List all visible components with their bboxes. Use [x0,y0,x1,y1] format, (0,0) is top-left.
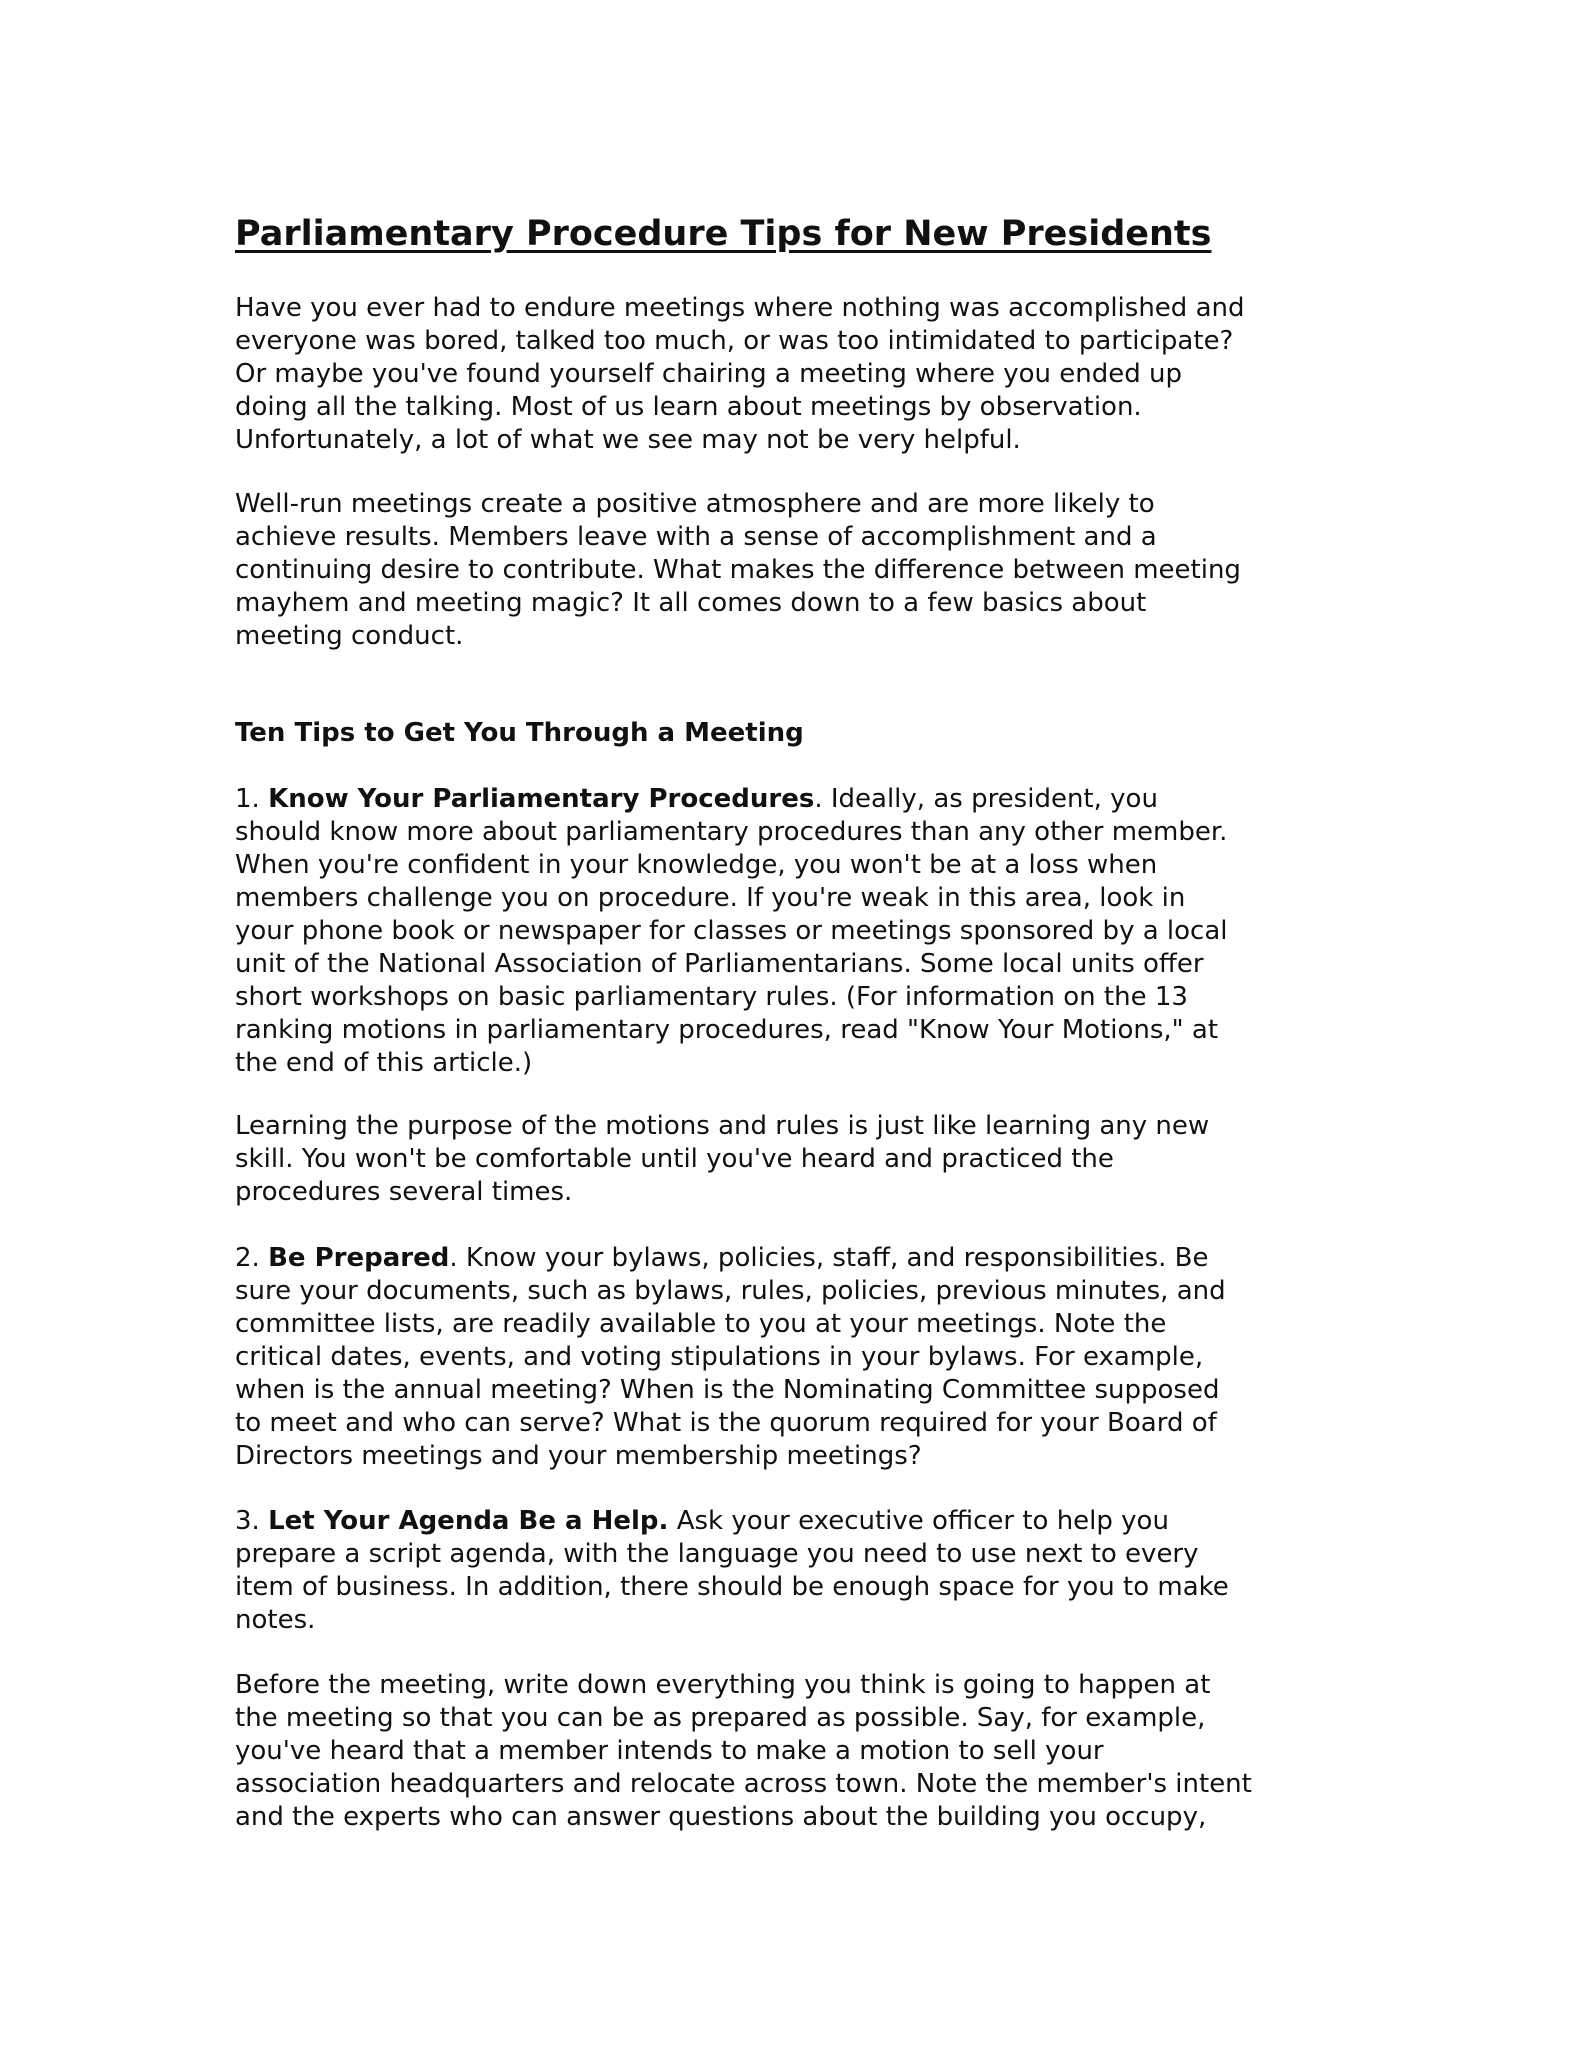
page-title: Parliamentary Procedure Tips for New Presidents [235,214,1212,254]
tip-title: Be Prepared [268,1243,450,1273]
text-line: you've heard that a member intends to make a motion to sell your [235,1736,1104,1766]
text-line: mayhem and meeting magic? It all comes down to a few basics about [235,588,1147,618]
text-line: the end of this article.) [235,1048,533,1078]
text-line: item of business. In addition, there should be enough space for you to make [235,1572,1229,1602]
text-line: Unfortunately, a lot of what we see may not be very helpful. [235,425,1021,455]
text-line: unit of the National Association of Parliamentarians. Some local units offer [235,949,1204,979]
text-line: Have you ever had to endure meetings where nothing was accomplished and [235,293,1245,323]
tip-3-paragraph-2 [235,1669,1252,1834]
text-line: your phone book or newspaper for classes or meetings sponsored by a local [235,916,1228,946]
text-line: When you're confident in your knowledge, you won't be at a loss when [235,850,1158,880]
section-heading: Ten Tips to Get You Through a Meeting [235,718,804,748]
tip-number: 2. [235,1243,269,1273]
text-line: Or maybe you've found yourself chairing a meeting where you ended up [235,359,1182,389]
text-line: notes. [235,1605,316,1635]
text-line: Well-run meetings create a positive atmosphere and are more likely to [235,489,1155,519]
text-line: Learning the purpose of the motions and rules is just like learning any new [235,1111,1210,1141]
text-line: when is the annual meeting? When is the Nominating Committee supposed [235,1375,1220,1405]
tip-1 [235,783,1228,1080]
tip-text: . Ideally, as president, you [814,784,1158,814]
text-line: committee lists, are readily available to you at your meetings. Note the [235,1309,1167,1339]
tip-1-paragraph-2 [235,1110,1209,1209]
tip-first-line [235,783,1228,816]
intro-paragraph-2 [235,488,1241,653]
text-line: achieve results. Members leave with a sense of accomplishment and a [235,522,1157,552]
tip-text: Ask your executive officer to help you [668,1506,1169,1536]
text-line: critical dates, events, and voting stipulations in your bylaws. For example, [235,1342,1204,1372]
text-line: the meeting so that you can be as prepared as possible. Say, for example, [235,1703,1206,1733]
tip-text: . Know your bylaws, policies, staff, and responsibilities. Be [449,1243,1209,1273]
tip-title: Let Your Agenda Be a Help. [268,1506,669,1536]
text-line: Directors meetings and your membership meetings? [235,1441,922,1471]
tip-first-line [235,1505,1229,1538]
text-line: association headquarters and relocate across town. Note the member's intent [235,1769,1252,1799]
text-line: and the experts who can answer questions about the building you occupy, [235,1802,1207,1832]
tip-2 [235,1242,1226,1473]
text-line: members challenge you on procedure. If you're weak in this area, look in [235,883,1186,913]
text-line: procedures several times. [235,1177,573,1207]
text-line: ranking motions in parliamentary procedures, read "Know Your Motions," at [235,1015,1219,1045]
text-line: should know more about parliamentary procedures than any other member. [235,817,1228,847]
text-line: Before the meeting, write down everything you think is going to happen at [235,1670,1211,1700]
text-line: doing all the talking. Most of us learn about meetings by observation. [235,392,1142,422]
text-line: skill. You won't be comfortable until you've heard and practiced the [235,1144,1114,1174]
text-line: short workshops on basic parliamentary rules. (For information on the 13 [235,982,1188,1012]
tip-number: 1. [235,784,269,814]
tip-number: 3. [235,1506,269,1536]
text-line: meeting conduct. [235,621,464,651]
text-line: prepare a script agenda, with the language you need to use next to every [235,1539,1199,1569]
text-line: continuing desire to contribute. What makes the difference between meeting [235,555,1241,585]
tip-title: Know Your Parliamentary Procedures [268,784,815,814]
intro-paragraph-1 [235,292,1244,457]
text-line: everyone was bored, talked too much, or was too intimidated to participate? [235,326,1234,356]
text-line: to meet and who can serve? What is the quorum required for your Board of [235,1408,1217,1438]
tip-3 [235,1505,1229,1637]
text-line: sure your documents, such as bylaws, rules, policies, previous minutes, and [235,1276,1226,1306]
tip-first-line [235,1242,1226,1275]
